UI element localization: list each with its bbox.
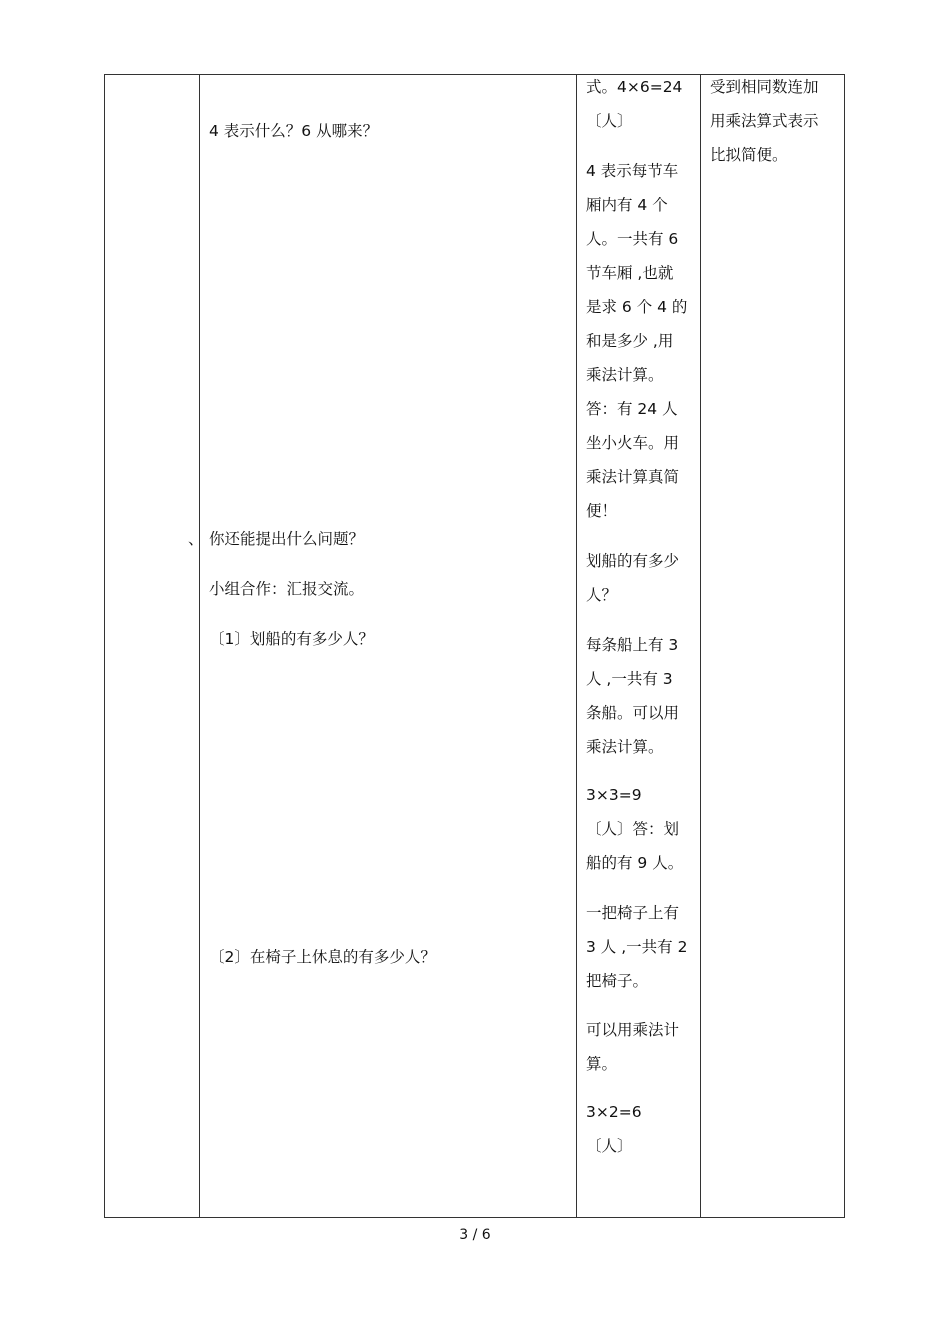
text-line: 便！ <box>586 502 618 520</box>
text-line: 一把椅子上有 <box>586 904 680 922</box>
question-more: 你还能提出什么问题？ <box>209 530 365 548</box>
text-line: 答：有 24 人 <box>586 400 678 418</box>
question-meaning: 4 表示什么？6 从哪来？ <box>209 122 379 140</box>
text-line: 船的有 9 人。 <box>586 854 684 872</box>
text-line: 算。 <box>586 1055 618 1073</box>
question-2: 〔2〕在椅子上休息的有多少人？ <box>209 948 436 966</box>
student-para-1 <box>586 70 682 138</box>
list-bullet: 、 <box>188 530 204 548</box>
student-para-7 <box>586 1013 679 1081</box>
student-para-3 <box>586 544 679 612</box>
text-line: 厢内有 4 个 <box>586 196 668 214</box>
text-line: 用乘法算式表示 <box>710 112 819 130</box>
text-line: 3 人 ,一共有 2 <box>586 938 688 956</box>
group-work: 小组合作：汇报交流。 <box>209 580 365 598</box>
column-divider <box>576 74 577 1218</box>
text-line: 受到相同数连加 <box>710 78 819 96</box>
text-line: 乘法计算。 <box>586 738 664 756</box>
student-para-4 <box>586 628 679 764</box>
student-para-5 <box>586 778 683 880</box>
text-line: 乘法计算真简 <box>586 468 680 486</box>
text-line: 〔人〕 <box>586 1137 633 1155</box>
text-line: 〔人〕答：划 <box>586 820 680 838</box>
text-line: 〔人〕 <box>586 112 633 130</box>
text-line: 人？ <box>586 586 618 604</box>
text-line: 3×2=6 <box>586 1103 642 1121</box>
text-line: 节车厢 ,也就 <box>586 264 674 282</box>
text-line: 划船的有多少 <box>586 552 680 570</box>
text-line: 人 ,一共有 3 <box>586 670 673 688</box>
text-line: 每条船上有 3 <box>586 636 679 654</box>
student-para-6 <box>586 896 687 998</box>
text-line: 把椅子。 <box>586 972 649 990</box>
text-line: 坐小火车。用 <box>586 434 680 452</box>
text-line: 3×3=9 <box>586 786 642 804</box>
question-1: 〔1〕划船的有多少人？ <box>209 630 374 648</box>
student-para-8 <box>586 1095 642 1163</box>
design-intent <box>710 70 819 172</box>
text-line: 人。一共有 6 <box>586 230 679 248</box>
page-number: 3 / 6 <box>459 1227 491 1243</box>
text-line: 比拟简便。 <box>710 146 788 164</box>
text-line: 式。4×6=24 <box>586 78 683 96</box>
student-para-2 <box>586 154 687 528</box>
text-line: 可以用乘法计 <box>586 1021 680 1039</box>
text-line: 乘法计算。 <box>586 366 664 384</box>
text-line: 是求 6 个 4 的 <box>586 298 688 316</box>
text-line: 条船。可以用 <box>586 704 680 722</box>
text-line: 4 表示每节车 <box>586 162 679 180</box>
column-divider <box>700 74 701 1218</box>
text-line: 和是多少 ,用 <box>586 332 674 350</box>
column-divider <box>199 74 200 1218</box>
